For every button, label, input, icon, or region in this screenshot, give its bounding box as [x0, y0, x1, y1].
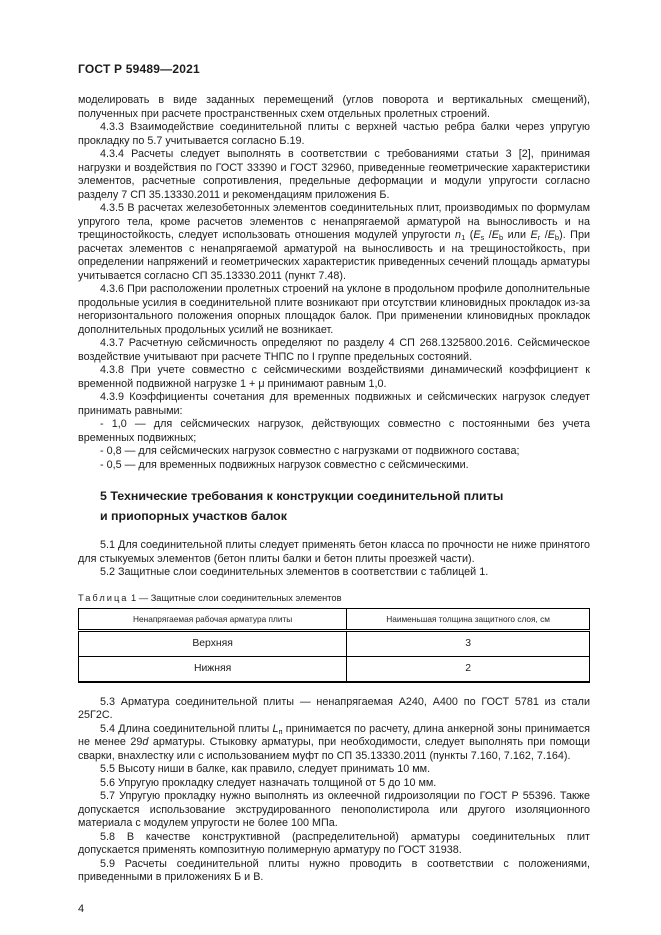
list-item-seismic-1-0: - 1,0 — для сейсмических нагрузок, действующих совместно с постоянными без учета временных подвижных; [78, 418, 590, 444]
paragraph-4-3-6: 4.3.6 При расположении пролетных строений на уклоне в продольном профиле дополнительные продольные усилия в соединительной плите возникают при отсутствии клиновидных прокладок из-за негоризонтального положения опорных площадок балок. При применении клиновидных прокладок дополнительных продольных усилий не возникает. [78, 283, 590, 336]
table-cell-armature-upper: Верхняя [79, 630, 347, 656]
paragraph-5-6: 5.6 Упругую прокладку следует назначать толщиной от 5 до 10 мм. [100, 776, 437, 789]
list-item-seismic-0-5: - 0,5 — для временных подвижных нагрузок совместно с сейсмическими. [100, 458, 469, 471]
paragraph-5-8: 5.8 В качестве конструктивной (распределительной) арматуры соединительных плит допускается применять композитную полимерную арматуру по ГОСТ 31938. [78, 830, 590, 856]
paragraph-5-3: 5.3 Арматура соединительной плиты — ненапрягаемая А240, А400 по ГОСТ 5781 из стали 25Г2С. [78, 695, 590, 721]
page-number: 4 [78, 902, 85, 915]
paragraph-4-3-4: 4.3.4 Расчеты следует выполнять в соответствии с требованиями статьи 3 [2], принимая нагрузки и воздействия по ГОСТ 33390 и ГОСТ 32960, приведенные геометрические характеристики элементов, расчетные сопротивления, предельные деформации и модули упругости согласно разделу 7 СП 35.13330.2011 и рекомендациям приложения Б. [78, 148, 590, 201]
paragraph-5-7: 5.7 Упругую прокладку нужно выполнять из оклеечной гидроизоляции по ГОСТ Р 55396. Также допускается использование экструдированного пенополистирола или другого изоляционного материала с модулем упругости не более 100 МПа. [78, 790, 590, 829]
paragraph-5-5: 5.5 Высоту ниши в балке, как правило, следует принимать 10 мм. [100, 763, 431, 775]
paragraph-5-4: 5.4 Длина соединительной плиты $L_п$ принимается по расчету, длина анкерной зоны принимается не менее 29d арматуры. Стыковку арматуры, при необходимости, следует выполнять при помощи сварки, внахлестку или с использованием муфт по СП 35.13330.2011 (пункты 7.160, 7.162, 7.164). [78, 722, 590, 762]
section-5-heading-line2: и приопорных участков балок [100, 509, 287, 523]
paragraph-4-3-9: 4.3.9 Коэффициенты сочетания для временных подвижных и сейсмических нагрузок следует принимать равными: [78, 391, 590, 417]
paragraph-4-3-7: 4.3.7 Расчетную сейсмичность определяют по разделу 4 СП 268.1325800.2016. Сейсмическое воздействие учитывают при расчете ТНПС по I группе предельных состояний. [78, 337, 590, 363]
table-row [79, 656, 590, 682]
table-caption-label: Таблица [78, 592, 129, 603]
table-row [79, 630, 590, 656]
table-header-row [79, 608, 590, 630]
table-caption-number: 1 [131, 592, 137, 603]
table-1-caption [78, 593, 590, 603]
table-1-protective-layers [78, 608, 590, 683]
paragraph-5-9: 5.9 Расчеты соединительной плиты нужно проводить в соответствии с положениями, приведенными в приложениях Б и В. [78, 857, 590, 883]
paragraph-continuation: моделировать в виде заданных перемещений (углов поворота и вертикальных смещений), полученных при расчете пространственных схем отдельных пролетных строений. [78, 94, 590, 120]
list-item-seismic-0-8: - 0,8 — для сейсмических нагрузок совместно с нагрузками от подвижного состава; [100, 445, 520, 457]
paragraph-5-2: 5.2 Защитные слои соединительных элементов в соответствии с таблицей 1. [100, 566, 489, 578]
table-header-armature: Ненапрягаемая рабочая арматура плиты [79, 608, 347, 630]
document-standard-number: ГОСТ Р 59489—2021 [78, 62, 200, 76]
paragraph-4-3-3: 4.3.3 Взаимодействие соединительной плиты с верхней частью ребра балки через упругую прокладку по 5.7 учитывается согласно Б.19. [78, 121, 590, 147]
table-caption-title: — Защитные слои соединительных элементов [138, 592, 342, 603]
paragraph-4-3-5: 4.3.5 В расчетах железобетонных элементов соединительных плит, производимых по формулам упругого тела, кроме расчетов элементов с ненапрягаемой арматурой на выносливость и на трещиностойкость, следует использовать отношения модулей упругости $n_1$ ($E_s$ $/E_b$ или $E_r$ $/E_b$). При расчетах элементов с ненапрягаемой арматурой на выносливость и на трещиностойкость, при определении напряжений и геометрических характеристик приведенных сечений площадь арматуры учитывается согласно СП 35.13330.2011 (пункт 7.48). [78, 202, 590, 282]
paragraph-4-3-8: 4.3.8 При учете совместно с сейсмическими воздействиями динамический коэффициент к временной подвижной нагрузке 1 + μ принимают равным 1,0. [78, 364, 590, 390]
section-5-heading-line1: 5 Технические требования к конструкции соединительной плиты [100, 489, 504, 503]
paragraph-5-1: 5.1 Для соединительной плиты следует применять бетон класса по прочности не ниже принятого для стыкуемых элементов (бетон плиты балки и бетон плиты проезжей части). [78, 539, 590, 565]
table-cell-thickness-lower: 2 [347, 656, 590, 682]
table-cell-thickness-upper: 3 [347, 630, 590, 656]
table-header-thickness: Наименьшая толщина защитного слоя, см [347, 608, 590, 630]
table-cell-armature-lower: Нижняя [79, 656, 347, 682]
section-5-heading [78, 486, 590, 526]
